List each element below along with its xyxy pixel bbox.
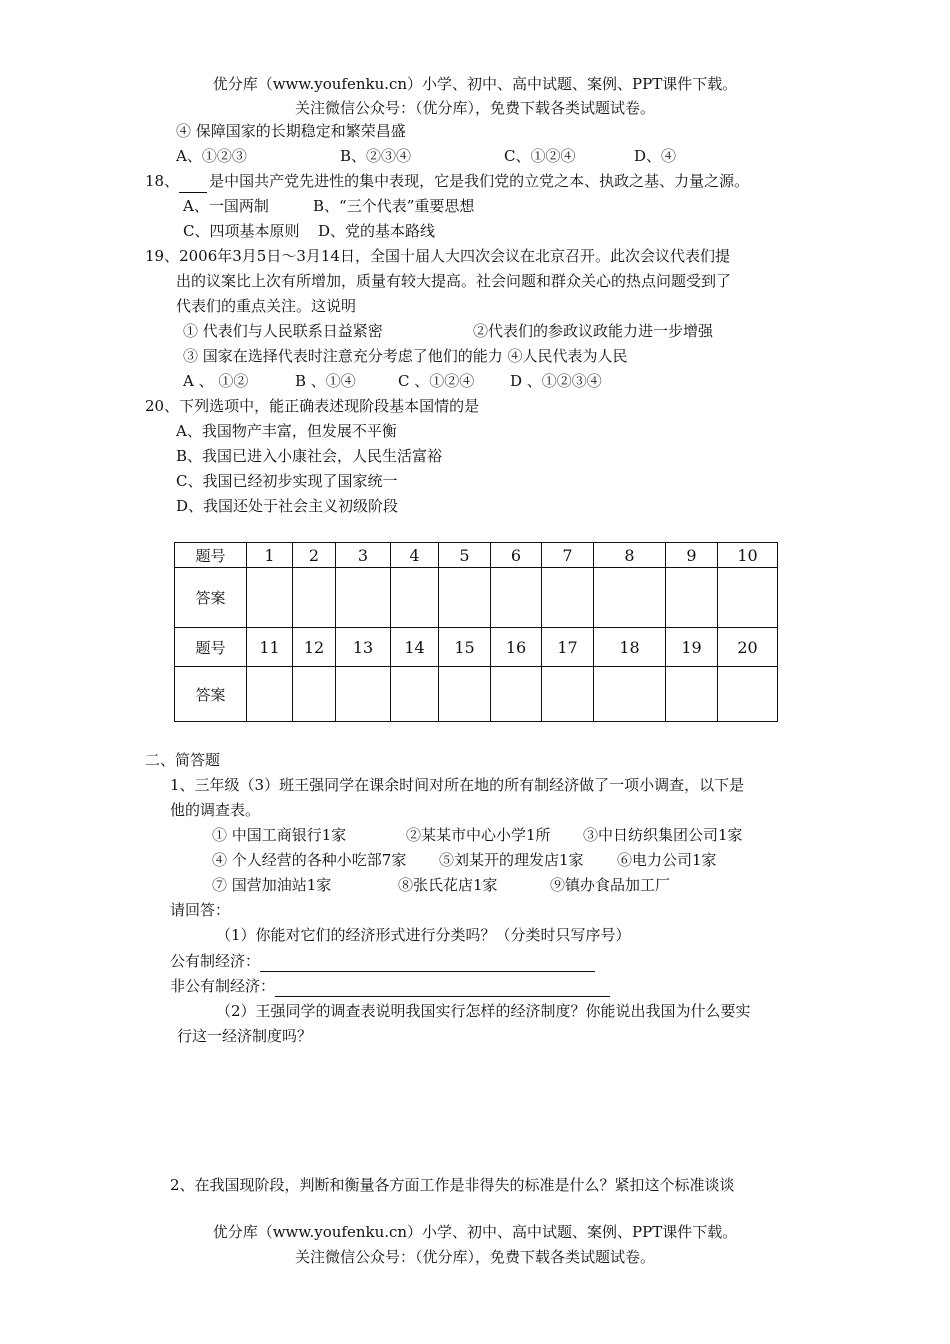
- table-answer-cell[interactable]: [542, 667, 594, 722]
- table-answer-cell[interactable]: [666, 667, 718, 722]
- q19-line-3: 代表们的重点关注。这说明: [176, 297, 357, 315]
- q18-blank: [179, 170, 207, 193]
- q18-stem: [145, 170, 749, 193]
- q19-item-2: ②代表们的参政议政能力进一步增强: [473, 322, 714, 340]
- s2-q1-line-1: 1、三年级（3）班王强同学在课余时间对所在地的所有制经济做了一项小调查，以下是: [170, 776, 745, 794]
- survey-item: ③中日纺织集团公司1家: [583, 826, 743, 844]
- table-answer-cell[interactable]: [594, 568, 666, 628]
- q18-option-a: A、一国两制: [183, 197, 269, 215]
- table-answer-cell[interactable]: [718, 667, 778, 722]
- table-row-numbers-1: [175, 543, 778, 568]
- table-answer-cell[interactable]: [439, 568, 491, 628]
- table-cell-number: 6: [491, 543, 542, 568]
- footer-line-1: 优分库（www.youfenku.cn）小学、初中、高中试题、案例、PPT课件下载。: [212, 1223, 738, 1241]
- q18-text: 是中国共产党先进性的集中表现，它是我们党的立党之本、执政之基、力量之源。: [209, 172, 750, 190]
- nonpublic-economy-label: 非公有制经济：: [170, 977, 276, 995]
- nonpublic-economy-row: [170, 975, 610, 997]
- table-cell-number: 19: [666, 628, 718, 667]
- table-answer-cell[interactable]: [391, 667, 439, 722]
- q17-option-b: B、②③④: [340, 147, 412, 165]
- public-economy-label: 公有制经济：: [170, 952, 261, 970]
- table-cell-number: 12: [293, 628, 336, 667]
- table-cell-number: 4: [391, 543, 439, 568]
- table-cell-number: 8: [594, 543, 666, 568]
- q17-option-d: D、④: [634, 147, 677, 165]
- q19-item-3-4: ③ 国家在选择代表时注意充分考虑了他们的能力 ④人民代表为人民: [183, 347, 628, 365]
- table-row-answers-2: [175, 667, 778, 722]
- q19-line-1: 19、2006年3月5日～3月14日，全国十届人大四次会议在北京召开。此次会议代表们提: [145, 247, 730, 265]
- table-label-answer: 答案: [175, 568, 247, 628]
- s2-q1-line-2: 他的调查表。: [170, 801, 261, 819]
- table-answer-cell[interactable]: [594, 667, 666, 722]
- table-answer-cell[interactable]: [491, 568, 542, 628]
- table-answer-cell[interactable]: [336, 667, 391, 722]
- table-cell-number: 9: [666, 543, 718, 568]
- table-answer-cell[interactable]: [293, 667, 336, 722]
- table-label-number: 题号: [175, 628, 247, 667]
- table-cell-number: 16: [491, 628, 542, 667]
- q19-line-2: 出的议案比上次有所增加，质量有较大提高。社会问题和群众关心的热点问题受到了: [176, 272, 732, 290]
- survey-item: ① 中国工商银行1家: [212, 826, 347, 844]
- table-cell-number: 3: [336, 543, 391, 568]
- q19-option-d: D 、①②③④: [510, 372, 602, 390]
- table-row-answers-1: [175, 568, 778, 628]
- table-answer-cell[interactable]: [718, 568, 778, 628]
- s2-q2-line-1: 2、在我国现阶段，判断和衡量各方面工作是非得失的标准是什么？紧扣这个标准谈谈: [170, 1176, 735, 1194]
- q18-option-c: C、四项基本原则: [183, 222, 300, 240]
- s2-q1-sub-1: （1）你能对它们的经济形式进行分类吗？（分类时只写序号）: [216, 926, 631, 944]
- s2-q1-ask: 请回答：: [170, 901, 231, 919]
- q19-option-c: C 、①②④: [398, 372, 475, 390]
- table-answer-cell[interactable]: [247, 667, 293, 722]
- table-answer-cell[interactable]: [491, 667, 542, 722]
- q17-item-4: ④ 保障国家的长期稳定和繁荣昌盛: [176, 122, 406, 140]
- table-cell-number: 17: [542, 628, 594, 667]
- q17-option-a: A、①②③: [176, 147, 247, 165]
- survey-item: ⑨镇办食品加工厂: [550, 876, 671, 894]
- q20-option-b: B、我国已进入小康社会，人民生活富裕: [176, 447, 443, 465]
- table-cell-number: 11: [247, 628, 293, 667]
- header-line-1: 优分库（www.youfenku.cn）小学、初中、高中试题、案例、PPT课件下载。: [212, 75, 738, 93]
- table-cell-number: 7: [542, 543, 594, 568]
- table-cell-number: 2: [293, 543, 336, 568]
- survey-item: ⑧张氏花店1家: [398, 876, 498, 894]
- q20-stem: 20、下列选项中，能正确表述现阶段基本国情的是: [145, 397, 480, 415]
- public-economy-row: [170, 950, 595, 972]
- s2-q1-sub-2-line-1: （2）王强同学的调查表说明我国实行怎样的经济制度？你能说出我国为什么要实: [216, 1002, 751, 1020]
- q19-option-b: B 、①④: [295, 372, 356, 390]
- survey-item: ②某某市中心小学1所: [406, 826, 551, 844]
- s2-q1-sub-2-line-2: 行这一经济制度吗？: [177, 1027, 313, 1045]
- table-answer-cell[interactable]: [542, 568, 594, 628]
- table-answer-cell[interactable]: [293, 568, 336, 628]
- survey-item: ⑥电力公司1家: [617, 851, 717, 869]
- q19-item-1: ① 代表们与人民联系日益紧密: [183, 322, 383, 340]
- table-cell-number: 5: [439, 543, 491, 568]
- header-line-2: 关注微信公众号：（优分库），免费下载各类试题试卷。: [294, 99, 655, 117]
- survey-item: ⑦ 国营加油站1家: [212, 876, 332, 894]
- table-cell-number: 10: [718, 543, 778, 568]
- answer-table: [174, 542, 778, 722]
- survey-item: ⑤刘某开的理发店1家: [439, 851, 584, 869]
- table-answer-cell[interactable]: [439, 667, 491, 722]
- table-cell-number: 14: [391, 628, 439, 667]
- q17-option-c: C、①②④: [504, 147, 576, 165]
- public-economy-input[interactable]: [260, 955, 595, 972]
- table-cell-number: 15: [439, 628, 491, 667]
- table-answer-cell[interactable]: [336, 568, 391, 628]
- survey-item: ④ 个人经营的各种小吃部7家: [212, 851, 407, 869]
- q19-option-a: A 、 ①②: [183, 372, 249, 390]
- table-row-numbers-2: [175, 628, 778, 667]
- nonpublic-economy-input[interactable]: [275, 980, 610, 997]
- footer-line-2: 关注微信公众号：（优分库），免费下载各类试题试卷。: [294, 1248, 655, 1266]
- table-label-answer: 答案: [175, 667, 247, 722]
- table-cell-number: 18: [594, 628, 666, 667]
- table-cell-number: 20: [718, 628, 778, 667]
- q18-number: 18、: [145, 172, 180, 190]
- section-2-title: 二、简答题: [145, 751, 221, 769]
- q20-option-a: A、我国物产丰富，但发展不平衡: [176, 422, 397, 440]
- table-answer-cell[interactable]: [391, 568, 439, 628]
- table-answer-cell[interactable]: [666, 568, 718, 628]
- table-cell-number: 13: [336, 628, 391, 667]
- table-answer-cell[interactable]: [247, 568, 293, 628]
- q20-option-d: D、我国还处于社会主义初级阶段: [176, 497, 399, 515]
- table-label-number: 题号: [175, 543, 247, 568]
- q18-option-d: D、党的基本路线: [318, 222, 436, 240]
- table-cell-number: 1: [247, 543, 293, 568]
- q20-option-c: C、我国已经初步实现了国家统一: [176, 472, 398, 490]
- q18-option-b: B、“三个代表”重要思想: [313, 197, 475, 215]
